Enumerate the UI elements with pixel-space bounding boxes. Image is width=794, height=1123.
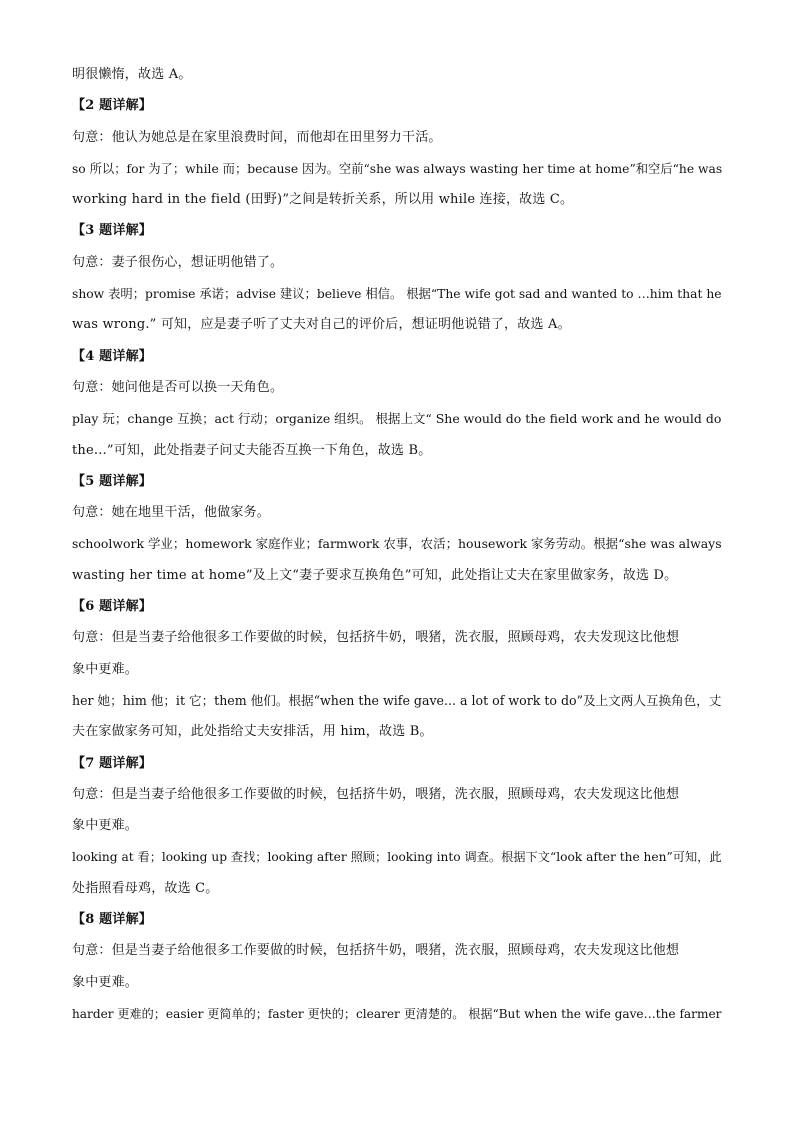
section-heading: 【5 题详解】	[72, 473, 152, 489]
text-line: 句意：但是当妻子给他很多工作要做的时候，包括挤牛奶，喂猪，洗衣服，照顾母鸡，农夫发现这比他想	[72, 786, 680, 802]
section-heading: 【8 题详解】	[72, 912, 152, 928]
text-line: her 她；him 他；it 它；them 他们。根据“when the wife gave... a lot of work to do”及上文两人互换角色，丈	[72, 692, 722, 708]
text-line: looking at 看；looking up 查找；looking after 照顾；looking into 调查。根据下文“look after the hen”可知，此	[72, 850, 722, 865]
document-page	[72, 62, 722, 1032]
section-heading: 【4 题详解】	[72, 348, 152, 364]
text-line: was wrong.” 可知，应是妻子听了丈夫对自己的评价后，想证明他说错了，故选 A。	[72, 317, 571, 333]
text-line: play 玩；change 互换；act 行动；organize 组织。 根据上文“ She would do the field work and he would do	[72, 411, 722, 427]
text-line: schoolwork 学业；homework 家庭作业；farmwork 农事，农活；housework 家务劳动。根据“she was always	[72, 536, 722, 552]
text-line: wasting her time at home”及上文“妻子要求互换角色”可知，此处指让丈夫在家里做家务，故选 D。	[72, 567, 678, 583]
text-line: 句意：她在地里干活，他做家务。	[72, 505, 271, 521]
text-line: harder 更难的；easier 更简单的；faster 更快的；clearer 更清楚的。 根据“But when the wife gave…the farmer	[72, 1006, 722, 1021]
section-heading: 【3 题详解】	[72, 223, 152, 239]
text-line: so 所以；for 为了；while 而；because 因为。空前“she was always wasting her time at home”和空后“he was	[72, 161, 723, 176]
text-line: 象中更难。	[72, 661, 139, 677]
text-line: the...”可知，此处指妻子问丈夫能否互换一下角色，故选 B。	[72, 442, 432, 458]
text-line: 象中更难。	[72, 974, 139, 990]
section-heading: 【2 题详解】	[72, 98, 152, 114]
text-line: show 表明；promise 承诺；advise 建议；believe 相信。 根据“The wife got sad and wanted to …him that he	[72, 287, 722, 302]
text-line: 句意：他认为她总是在家里浪费时间，而他却在田里努力干活。	[72, 129, 442, 145]
section-heading: 【7 题详解】	[72, 755, 152, 771]
text-line: 象中更难。	[72, 818, 139, 834]
text-line: 明很懒惰，故选 A。	[72, 67, 192, 82]
text-line: 句意：她问他是否可以换一天角色。	[72, 379, 284, 395]
text-line: 句意：妻子很伤心，想证明他错了。	[72, 254, 284, 270]
text-line: 夫在家做家务可知，此处指给丈夫安排活，用 him，故选 B。	[72, 724, 433, 740]
section-heading: 【6 题详解】	[72, 599, 152, 615]
text-line: 句意：但是当妻子给他很多工作要做的时候，包括挤牛奶，喂猪，洗衣服，照顾母鸡，农夫发现这比他想	[72, 943, 680, 959]
text-line: working hard in the field (田野)”之间是转折关系，所以用 while 连接，故选 C。	[72, 192, 574, 208]
text-line: 句意：但是当妻子给他很多工作要做的时候，包括挤牛奶，喂猪，洗衣服，照顾母鸡，农夫发现这比他想	[72, 630, 680, 646]
text-line: 处指照看母鸡，故选 C。	[72, 880, 219, 896]
